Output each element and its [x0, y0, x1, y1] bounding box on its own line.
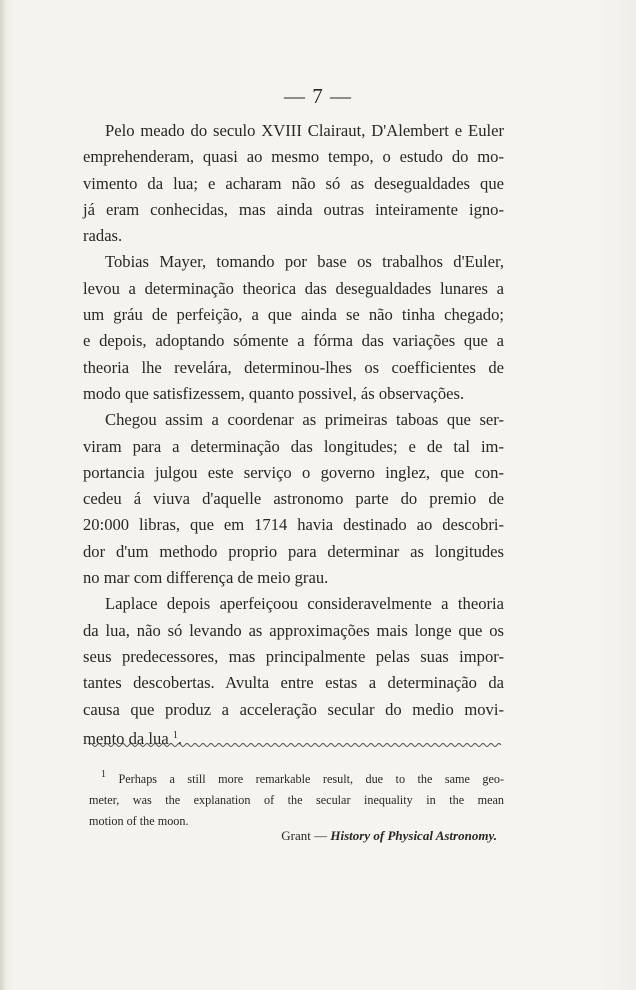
- page-number: — 7 —: [284, 84, 352, 108]
- paragraph: [83, 249, 504, 407]
- text-line: dor d'um methodo proprio para determinar as longitudes: [83, 541, 504, 561]
- text-line: tantes descobertas. Avulta entre estas a determinação da: [83, 673, 504, 693]
- text-line: um gráu de perfeição, a que ainda se não tinha chegado;: [83, 305, 504, 325]
- text-line: vimento da lua; e acharam não só as desegualdades que: [83, 173, 504, 193]
- footnote-line: meter, was the explanation of the secular inequality in the mean: [89, 793, 504, 807]
- citation-author: Grant —: [281, 828, 328, 843]
- text-line: mento da lua: [83, 728, 169, 748]
- text-line: theoria lhe revelára, determinou-lhes os coefficientes de: [83, 357, 504, 377]
- text-line: 20:000 libras, que em 1714 havia destinado ao descobri-: [83, 515, 504, 535]
- footnote-line: motion of the moon.: [89, 814, 189, 828]
- text-line: cedeu á viuva d'aquelle astronomo parte do premio de: [83, 489, 504, 509]
- text-line: Pelo meado do seculo XVIII Clairaut, D'Alembert e Euler: [105, 121, 504, 140]
- body-text: [83, 118, 504, 752]
- text-line: emprehenderam, quasi ao mesmo tempo, o estudo do mo-: [83, 147, 504, 167]
- footnote-reference[interactable]: 1: [172, 729, 178, 741]
- footnote-marker: 1: [101, 769, 106, 780]
- footnote-text: Perhaps a still more remarkable result, due to the same geo-: [118, 772, 505, 786]
- text-line: causa que produz a acceleração secular do medio movi-: [83, 699, 504, 719]
- text-line: radas.: [83, 226, 123, 246]
- text-line: da lua, não só levando as approximações mais longe que os: [83, 620, 504, 640]
- text-line: levou a determinação theorica das desegualdades lunares a: [83, 278, 504, 298]
- footnote-line: [89, 764, 504, 790]
- paragraph: [83, 591, 504, 752]
- text-line: Laplace depois aperfeiçoou consideravelmente a theoria: [105, 594, 504, 614]
- text-line: Tobias Mayer, tomando por base os trabalhos d'Euler,: [105, 252, 504, 272]
- text-line: portancia julgou este serviço o governo inglez, que con-: [83, 462, 504, 482]
- sentence-end: .: [177, 728, 183, 748]
- text-line: já eram conhecidas, mas ainda outras inteiramente igno-: [83, 199, 504, 219]
- paragraph: [83, 118, 504, 249]
- footnote-citation: [89, 828, 497, 844]
- text-line: no mar com differença de meio grau.: [83, 568, 329, 588]
- citation-title: History of Physical Astronomy.: [330, 828, 497, 843]
- text-line: e depois, adoptando sómente a fórma das variações que a: [83, 331, 504, 351]
- footnote: [89, 764, 504, 832]
- binding-edge: [0, 0, 6, 990]
- text-line: viram para a determinação das longitudes; e de tal im-: [83, 436, 504, 456]
- text-line: modo que satisfizessem, quanto possivel, ás observações.: [83, 383, 465, 403]
- text-line: Chegou assim a coordenar as primeiras taboas que ser-: [105, 410, 504, 430]
- paragraph: [83, 407, 504, 591]
- footnote-separator-rule: [89, 742, 504, 748]
- text-line: seus predecessores, mas principalmente pelas suas impor-: [83, 646, 504, 666]
